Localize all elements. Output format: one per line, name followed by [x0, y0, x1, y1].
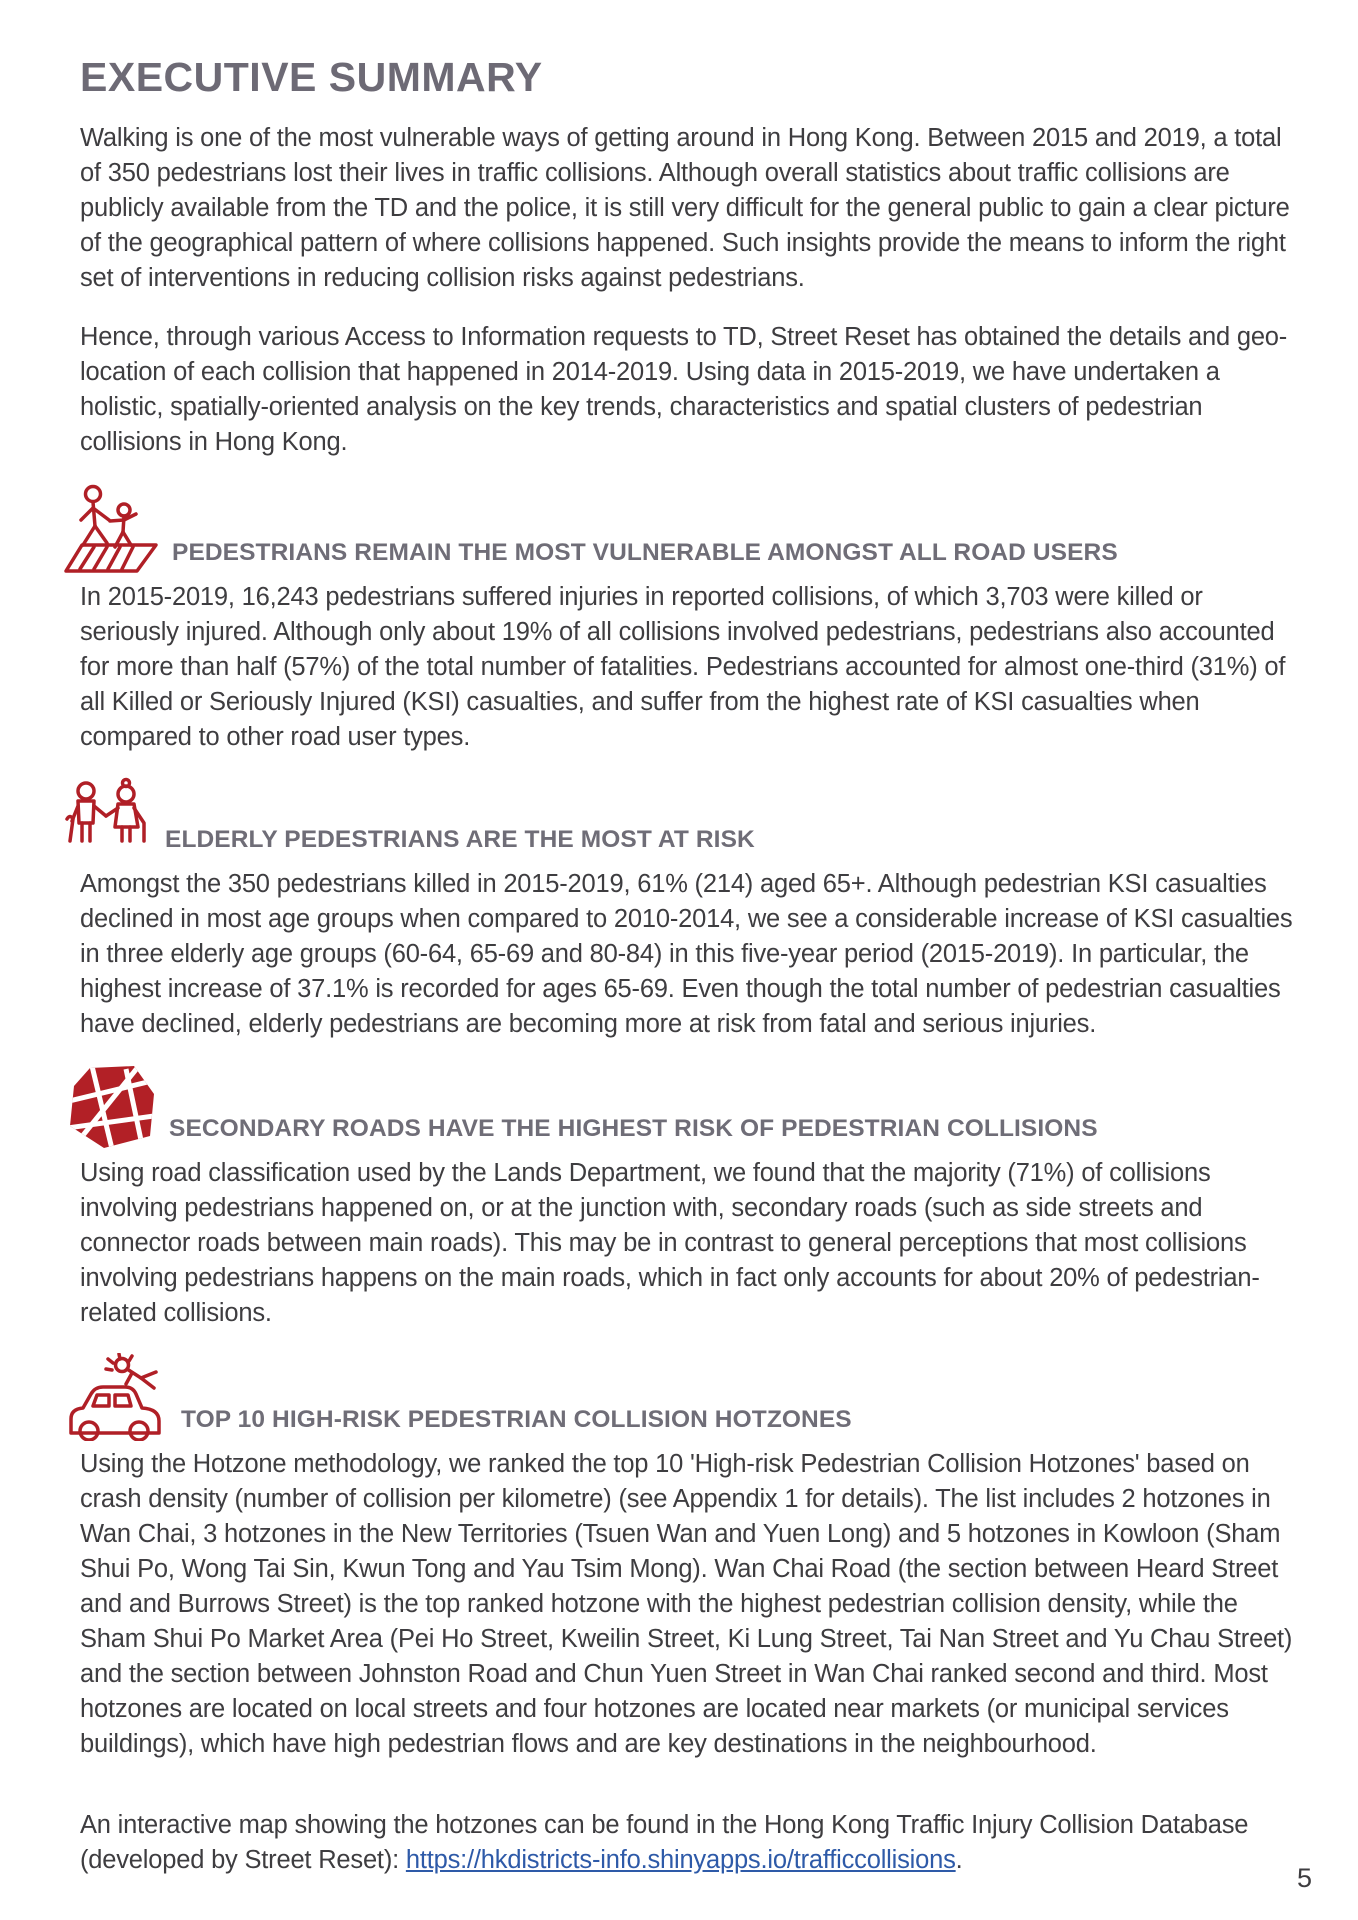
section-pedestrians-vulnerable — [80, 484, 1298, 755]
intro-paragraph: Walking is one of the most vulnerable ways of getting around in Hong Kong. Between 2015 and 2019, a total of 350 pedestrians lost their lives in traffic collisions. Although overall statistics about traffic collisions are publicly available from the TD and the police, it is still very difficult for the general public to gain a clear picture of the geographical pattern of where collisions happened. Such insights provide the means to inform the right set of interventions in reducing collision risks against pedestrians. — [80, 124, 1290, 292]
closing-text-before-link: An interactive map showing the hotzones can be found in the Hong Kong Traffic Injury Collision Database (developed by Street Reset): — [80, 1811, 1249, 1874]
section-elderly-at-risk — [80, 777, 1298, 1042]
section-body: Using the Hotzone methodology, we ranked the top 10 'High-risk Pedestrian Collision Hotzones' based on crash density (number of collision per kilometre) (see Appendix 1 for details). The list includes 2 hotzones in Wan Chai, 3 hotzones in the New Territories (Tsuen Wan and Yuen Long) and 5 hotzones in Kowloon (Sham Shui Po, Wong Tai Sin, Kwun Tong and Yau Tsim Mong). Wan Chai Road (the section between Heard Street and and Burrows Street) is the top ranked hotzone with the highest pedestrian collision density, while the Sham Shui Po Market Area (Pei Ho Street, Kweilin Street, Ki Lung Street, Tai Nan Street and Yu Chau Street) and the section between Johnston Road and Chun Yuen Street in Wan Chai ranked second and third. Most hotzones are located on local streets and four hotzones are located near markets (or municipal services buildings), which have high pedestrian flows and are key destinations in the neighbourhood. — [80, 1450, 1293, 1758]
closing-paragraph — [80, 1808, 1295, 1878]
elderly-couple-icon — [63, 777, 153, 861]
pedestrian-crossing-icon — [63, 484, 160, 574]
section-heading: ELDERLY PEDESTRIANS ARE THE MOST AT RISK — [165, 826, 755, 853]
car-pedestrian-collision-icon — [63, 1353, 169, 1441]
intro-paragraph: Hence, through various Access to Information requests to TD, Street Reset has obtained the details and geo-location of each collision that happened in 2014-2019. Using data in 2015-2019, we have undertaken a holistic, spatially-oriented analysis on the key trends, characteristics and spatial clusters of pedestrian collisions in Hong Kong. — [80, 323, 1288, 456]
section-top10-hotzones — [80, 1353, 1298, 1762]
section-heading: PEDESTRIANS REMAIN THE MOST VULNERABLE AMONGST ALL ROAD USERS — [172, 539, 1118, 566]
page-number: 5 — [1296, 1863, 1312, 1893]
page-title: EXECUTIVE SUMMARY — [80, 54, 543, 100]
road-map-icon — [63, 1064, 157, 1150]
section-body: Amongst the 350 pedestrians killed in 2015-2019, 61% (214) aged 65+. Although pedestrian KSI casualties declined in most age groups when compared to 2010-2014, we see a considerable increase of KSI casualties in three elderly age groups (60-64, 65-69 and 80-84) in this five-year period (2015-2019). In particular, the highest increase of 37.1% is recorded for ages 65-69. Even though the total number of pedestrian casualties have declined, elderly pedestrians are becoming more at risk from fatal and serious injuries. — [80, 870, 1293, 1038]
section-heading: TOP 10 HIGH-RISK PEDESTRIAN COLLISION HOTZONES — [181, 1406, 852, 1433]
section-body: Using road classification used by the Lands Department, we found that the majority (71%) of collisions involving pedestrians happened on, or at the junction with, secondary roads (such as side streets and connector roads between main roads). This may be in contrast to general perceptions that most collisions involving pedestrians happens on the main roads, which in fact only accounts for about 20% of pedestrian-related collisions. — [80, 1159, 1260, 1327]
section-secondary-roads — [80, 1064, 1298, 1331]
closing-text-after-link: . — [955, 1846, 963, 1874]
section-body: In 2015-2019, 16,243 pedestrians suffered injuries in reported collisions, of which 3,703 were killed or seriously injured. Although only about 19% of all collisions involved pedestrians, pedestrians also accounted for more than half (57%) of the total number of fatalities. Pedestrians accounted for almost one-third (31%) of all Killed or Seriously Injured (KSI) casualties, and suffer from the highest rate of KSI casualties when compared to other road user types. — [80, 583, 1286, 751]
traffic-collision-database-link[interactable]: https://hkdistricts-info.shinyapps.io/trafficcollisions — [405, 1846, 956, 1874]
section-heading: SECONDARY ROADS HAVE THE HIGHEST RISK OF PEDESTRIAN COLLISIONS — [169, 1115, 1098, 1142]
